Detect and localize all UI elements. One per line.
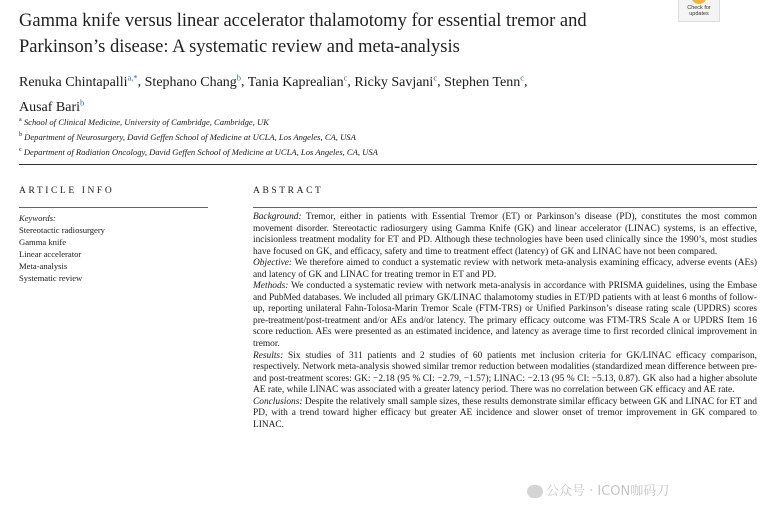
keywords-block [19, 212, 105, 285]
abstract-conclusions: Conclusions: Despite the relatively small sample sizes, these results demonstrate similar efficacy between GK and LINAC for ET and PD, with a trend toward higher efficacy but greater AE incidence and slower onset of tremor improvement in GK compared to LINAC. [253, 396, 757, 430]
author[interactable]: Stephen Tenn$^c$ [444, 72, 525, 90]
abstract-divider [253, 207, 757, 208]
keyword[interactable]: Stereotactic radiosurgery [19, 225, 105, 236]
article-info-heading: ARTICLE INFO [19, 186, 115, 196]
keyword[interactable]: Gamma knife [19, 237, 67, 248]
check-for-updates-badge[interactable] [678, 0, 720, 22]
header-divider [19, 164, 757, 165]
keywords-label: Keywords: [19, 213, 56, 223]
abstract-objective: Objective: We therefore aimed to conduct a systematic review with network meta-analysis examining efficacy, adverse events (AEs) and latency of GK and LINAC for treating tremor in ET and PD. [253, 258, 757, 280]
affiliation: $^b$ Department of Neurosurgery, David Geffen School of Medicine at UCLA, Los Angeles, CA, USA [19, 131, 356, 142]
keyword[interactable]: Meta-analysis [19, 261, 68, 272]
author-list: Renuka Chintapalli$^{a,*}$, Stephano Chang$^b$, Tania Kaprealian$^c$, Ricky Savjani$^c$, Stephen Tenn$^c$, Ausaf Bari$^b$ [19, 72, 528, 116]
article-title: Gamma knife versus linear accelerator thalamotomy for essential tremor and Parkinson’s disease: A systematic review and meta-analysis [19, 11, 587, 57]
abstract-methods: Methods: We conducted a systematic review with network meta-analysis in accordance with PRISMA guidelines, using the Embase and PubMed databases. We included all primary GK/LINAC thalamotomy studies in ET/PD patients with at least 6 months of follow-up, reporting unilateral Fahn-Tolosa-Marin Tremor Scale (FTM-TRS) or Unified Parkinson’s disease rating scale (UPDRS) scores pre-treatment/post-treatment and/or AEs and/or latency. The primary efficacy outcome was FTM-TRS Scale A or UPDRS Item 16 score reduction. AEs were presented as an estimated incidence, and latency as average time to first recorded clinical improvement in tremor. [253, 281, 757, 350]
affiliation: $^c$ Department of Radiation Oncology, David Geffen School of Medicine at UCLA, Los Angeles, CA, USA [19, 146, 378, 157]
abstract-body [253, 212, 757, 431]
keyword[interactable]: Linear accelerator [19, 249, 82, 260]
author[interactable]: Tania Kaprealian$^c$ [247, 72, 348, 90]
badge-line2: updates [689, 11, 709, 17]
article-info-divider [19, 207, 208, 208]
author[interactable]: Ricky Savjani$^c$ [354, 72, 438, 90]
abstract-results: Results: Six studies of 311 patients and 2 studies of 60 patients met inclusion criteria for GK/LINAC efficacy comparison, respectively. Network meta-analysis showed similar tremor reduction between modalities (standardized mean difference between pre- and post-treatment scores: GK: −2.18 (95 % CI: −2.79, −1.57); LINAC: −2.13 (95 % CI: −5.13, 0.87). GK also had a higher absolute AE rate, while LINAC was associated with a greater latency period. There was no correlation between GK efficacy and AE rate. [253, 350, 757, 396]
watermark: 公众号 · ICON咖码刀 [527, 480, 669, 499]
author[interactable]: Ausaf Bari$^b$ [19, 97, 85, 116]
badge-line1: Check for [687, 5, 711, 11]
update-icon [691, 0, 707, 4]
abstract-heading: ABSTRACT [253, 186, 324, 196]
badge-text [679, 5, 719, 17]
affiliation: $^a$ School of Clinical Medicine, University of Cambridge, Cambridge, UK [19, 116, 269, 127]
affiliations [19, 114, 378, 159]
abstract-background: Background: Tremor, either in patients with Essential Tremor (ET) or Parkinson’s disease (PD), constitutes the most common movement disorder. Stereotactic radiosurgery using Gamma Knife (GK) and linear accelerator (LINAC) systems, is an effective, incisionless treatment modality for ET and PD. Although these technologies have been used clinically since the 1990’s, most studies have focused on GK, and efficacy, safety and time to treatment effect (latency) of GK and LINAC have not been compared. [253, 212, 757, 257]
keyword[interactable]: Systematic review [19, 273, 83, 284]
wechat-icon [527, 485, 543, 498]
author[interactable]: Renuka Chintapalli$^{a,*}$ [19, 72, 138, 90]
author[interactable]: Stephano Chang$^b$ [144, 72, 242, 90]
